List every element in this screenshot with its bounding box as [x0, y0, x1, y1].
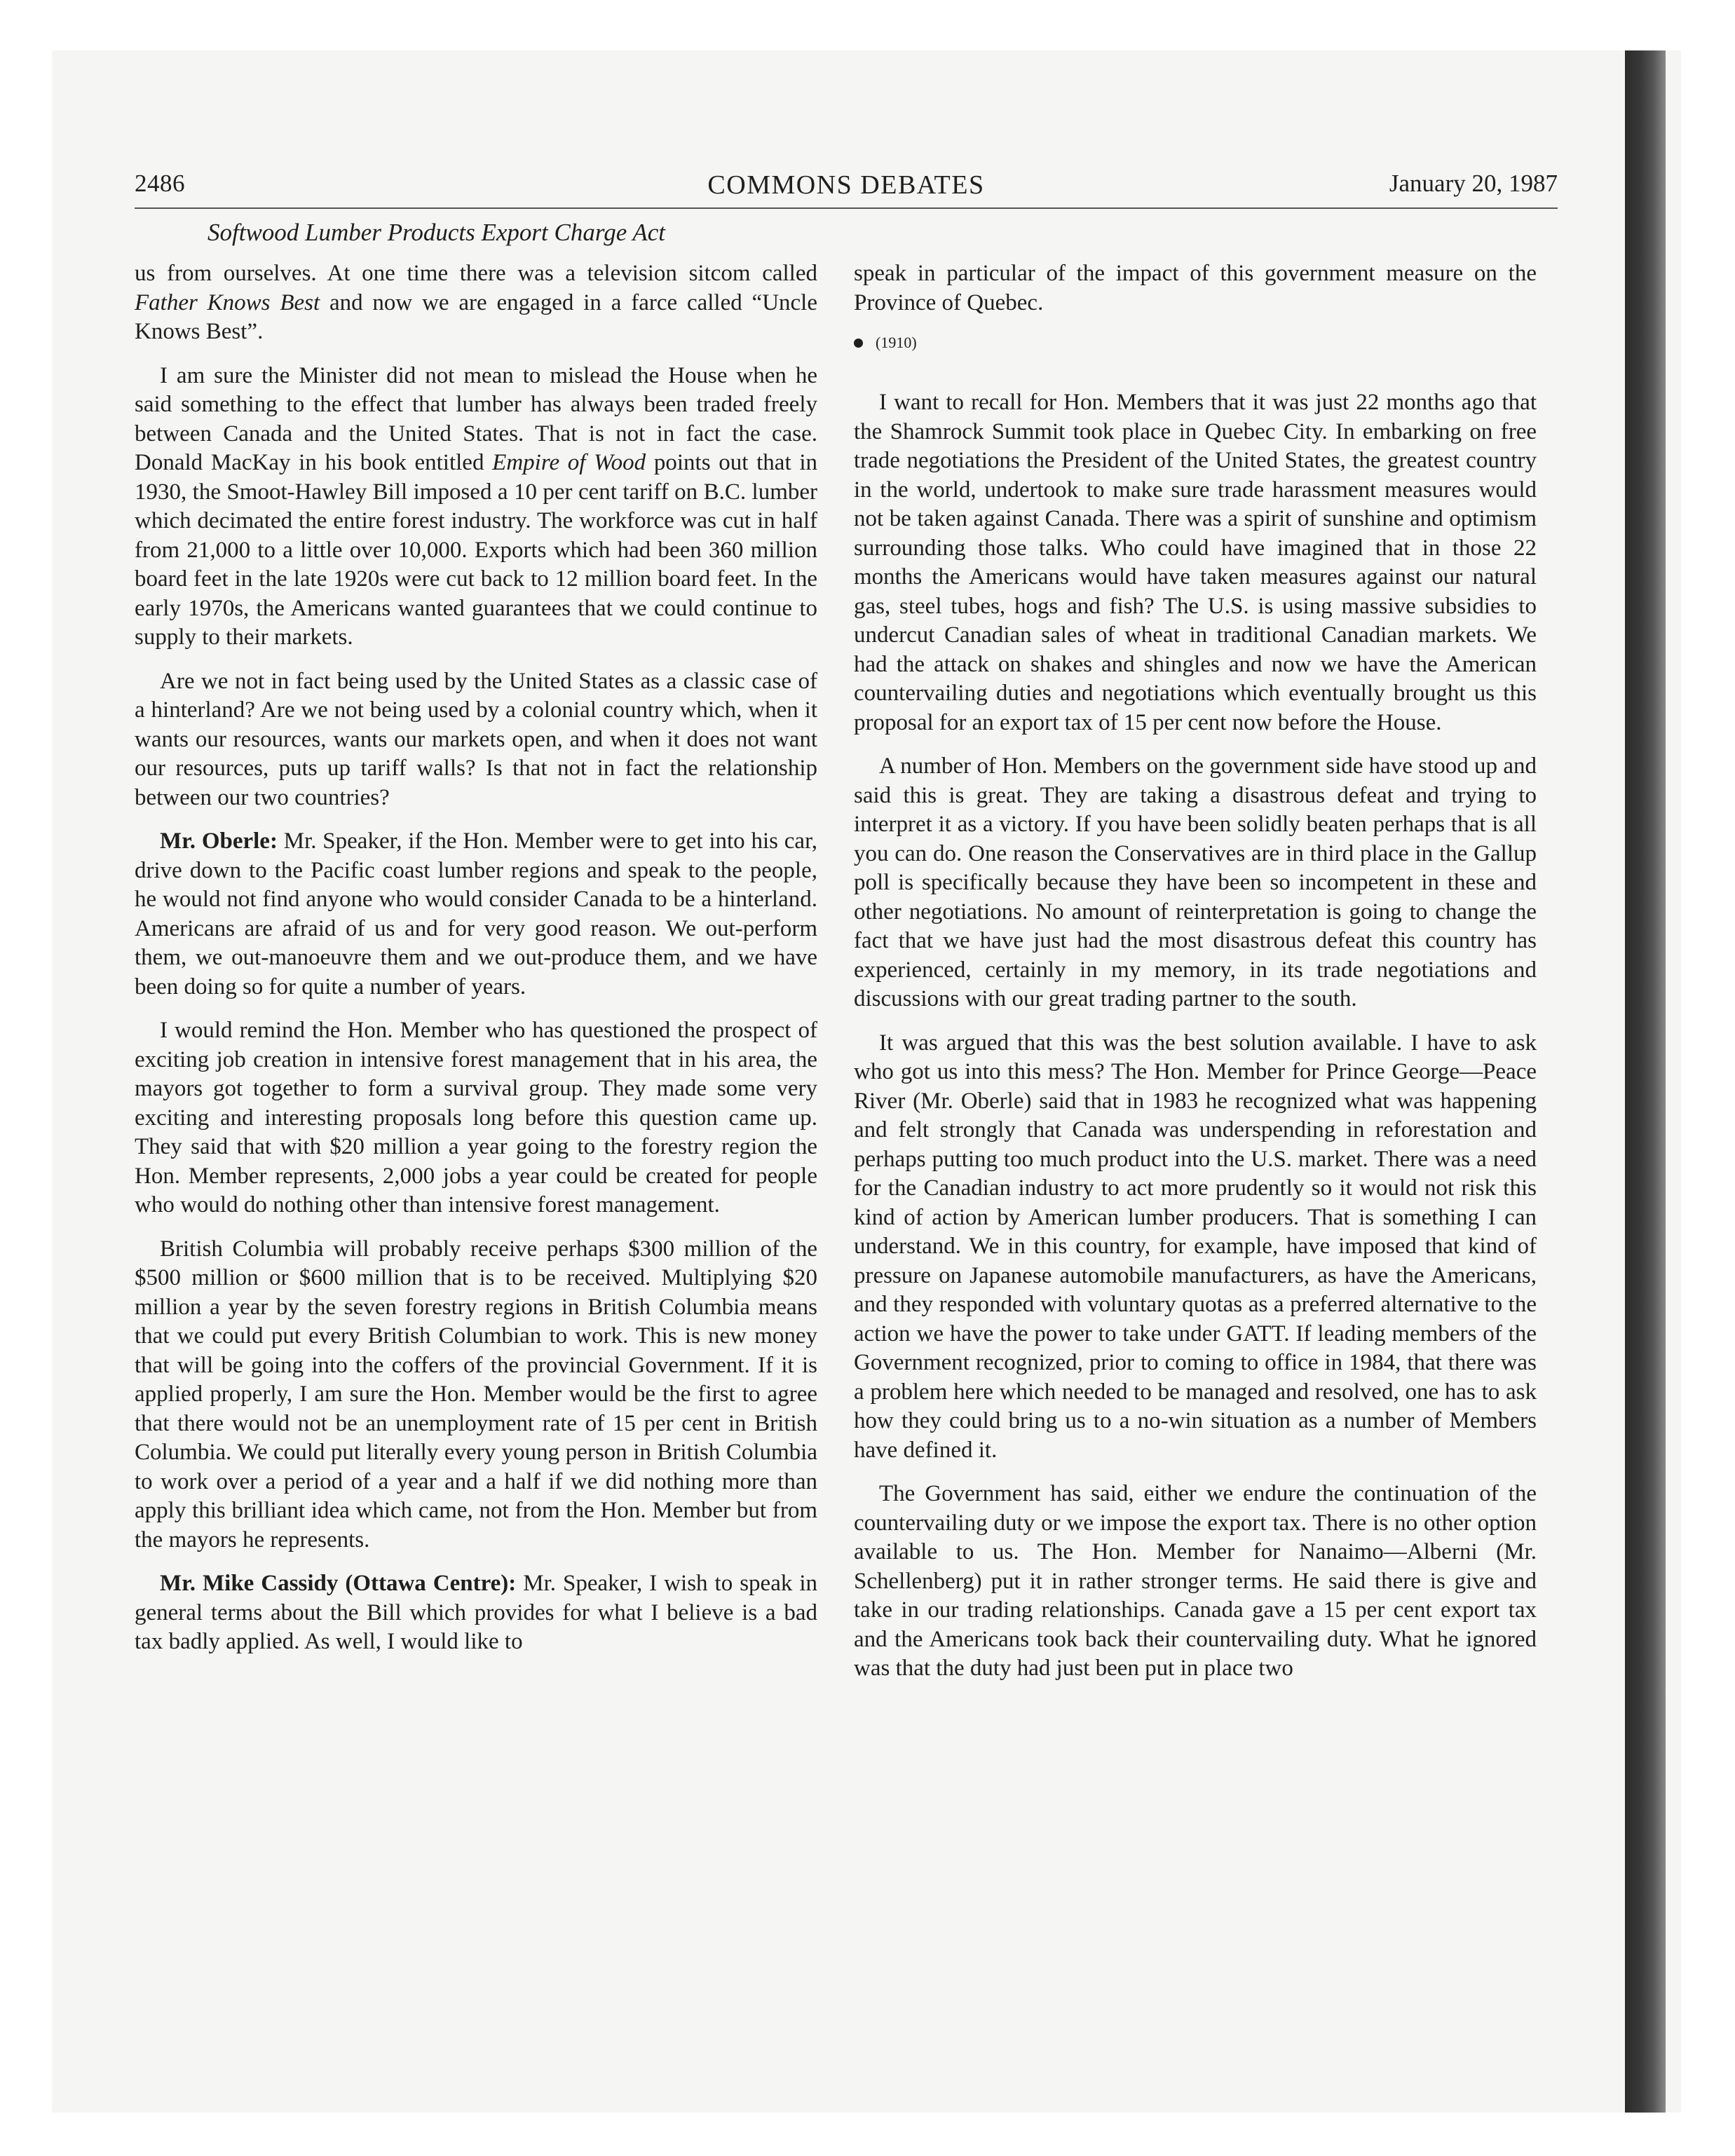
- text: I am sure the Minister did not mean to mislead the House when he said something to the effect that lumber has always been traded freely between Canada and the United States. That is not in fact the case. Donald MacKay in his book entitled: [135, 362, 817, 475]
- paragraph: It was argued that this was the best solution available. I have to ask who got us into this mess? The Hon. Member for Prince George—Peace River (Mr. Oberle) said that in 1983 he recognized what was happening and felt strongly that Canada was underspending in reforestation and perhaps putting too much product into the U.S. market. There was a need for the Canadian industry to act more prudently so it would not risk this kind of action by American lumber producers. That is something I can understand. We in this country, for example, have imposed that kind of pressure on Japanese automobile manufacturers, as have the Americans, and they responded with voluntary quotas as a preferred alternative to the action we have the power to take under GATT. If leading members of the Government recognized, prior to coming to office in 1984, that there was a problem here which needed to be managed and resolved, one has to ask how they could bring us to a no-win situation as a number of Members have defined it.: [854, 1030, 1537, 1463]
- paragraph: British Columbia will probably receive perhaps $300 million of the $500 million or $600 million that is to be received. Multiplying $20 million a year by the seven forestry regions in British Columbia means that we could put every British Columbian to work. This is new money that will be going into the coffers of the provincial Government. If it is applied properly, I am sure the Hon. Member would be the first to agree that there would not be an unemployment rate of 15 per cent in British Columbia. We could put literally every young person in British Columbia to work over a period of a year and a half if we did nothing more than apply this brilliant idea which came, not from the Hon. Member but from the mayors he represents.: [135, 1236, 817, 1553]
- page-number: 2486: [135, 170, 185, 197]
- title-italic: Father Knows Best: [135, 289, 320, 315]
- text: Mr. Speaker, if the Hon. Member were to get into his car, drive down to the Pacific coast lumber regions and speak to the people, he would not find anyone who would consider Canada to be a hinterland. Americans are afraid of us and for very good reason. We out-perform them, we out-manoeuvre them and we out-produce them, and we have been doing so for quite a number of years.: [135, 828, 817, 999]
- text: us from ourselves. At one time there was a television sitcom called: [135, 261, 817, 286]
- paragraph: I would remind the Hon. Member who has questioned the prospect of exciting job creation in intensive forest management that in his area, the mayors got together to form a survival group. They made some very exciting and interesting proposals long before this question came up. They said that with $20 million a year going to the forestry region the Hon. Member represents, 2,000 jobs a year could be created for people who would do nothing other than intensive forest management.: [135, 1018, 817, 1217]
- right-column: [854, 259, 1537, 1698]
- paragraph: [135, 362, 817, 653]
- time-marker: [854, 332, 1537, 353]
- time-stamp: (1910): [876, 334, 917, 351]
- speaker-name: Mr. Oberle:: [160, 828, 278, 854]
- paragraph: [135, 827, 817, 1002]
- paragraph: I want to recall for Hon. Members that it was just 22 months ago that the Shamrock Summit took place in Quebec City. In embarking on free trade negotiations the President of the United States, the greatest country in the world, undertook to make sure trade harassment measures would not be taken against Canada. There was a spirit of sunshine and optimism surrounding those talks. Who could have imagined that in those 22 months the Americans would have taken measures against our natural gas, steel tubes, hogs and fish? The U.S. is using massive subsidies to undercut Canadian sales of wheat in traditional Canadian markets. We had the attack on shakes and shingles and now we have the American countervailing duties and negotiations which eventually brought us this proposal for an export tax of 15 per cent now before the House.: [854, 390, 1537, 735]
- paragraph: [135, 259, 817, 347]
- text: points out that in 1930, the Smoot-Hawley Bill imposed a 10 per cent tariff on B.C. lumber which decimated the entire forest industry. The workforce was cut in half from 21,000 to a little over 10,000. Exports which had been 360 million board feet in the late 1920s were cut back to 12 million board feet. In the early 1970s, the Americans wanted guarantees that we could continue to supply to their markets.: [135, 450, 817, 650]
- header-date: January 20, 1987: [1389, 170, 1558, 197]
- paragraph: The Government has said, either we endure the continuation of the countervailing duty or we impose the export tax. There is no other option available to us. The Hon. Member for Nanaimo—Alberni (Mr. Schellenberg) put it in rather stronger terms. He said there is give and take in our trading relationships. Canada gave a 15 per cent export tax and the Americans took back their countervailing duty. What he ignored was that the duty had just been put in place two: [854, 1481, 1537, 1681]
- paragraph: speak in particular of the impact of this government measure on the Province of Quebec.: [854, 261, 1537, 315]
- section-heading: Softwood Lumber Products Export Charge Act: [207, 219, 665, 246]
- title-italic: Empire of Wood: [492, 450, 646, 475]
- text: Mr. Speaker, I wish to speak in general terms about the Bill which provides for what I believe is a bad tax badly applied. As well, I would like to: [135, 1571, 817, 1654]
- running-title: COMMONS DEBATES: [707, 170, 985, 200]
- speaker-name: Mr. Mike Cassidy (Ottawa Centre):: [160, 1571, 517, 1596]
- bullet-icon: [854, 339, 863, 348]
- scan-edge-shadow: [1625, 50, 1666, 2113]
- paragraph: [135, 1569, 817, 1657]
- paragraph: A number of Hon. Members on the government side have stood up and said this is great. They are taking a disastrous defeat and trying to interpret it as a victory. If you have been solidly beaten perhaps that is all you can do. One reason the Conservatives are in third place in the Gallup poll is specifically because they have been so incompetent in these and other negotiations. No amount of reinterpretation is going to change the fact that we have just had the most disastrous defeat this country has experienced, certainly in my memory, in its trade negotiations and discussions with our great trading partner to the south.: [854, 753, 1537, 1011]
- page-header: [135, 165, 1558, 209]
- left-column: [135, 259, 817, 1672]
- paragraph: Are we not in fact being used by the United States as a classic case of a hinterland? Are we not being used by a colonial country which, when it wants our resources, wants our markets open, and when it does not want our resources, puts up tariff walls? Is that not in fact the relationship between our two countries?: [135, 668, 817, 810]
- text: and now we are engaged in a farce called “Uncle Knows Best”.: [135, 289, 817, 344]
